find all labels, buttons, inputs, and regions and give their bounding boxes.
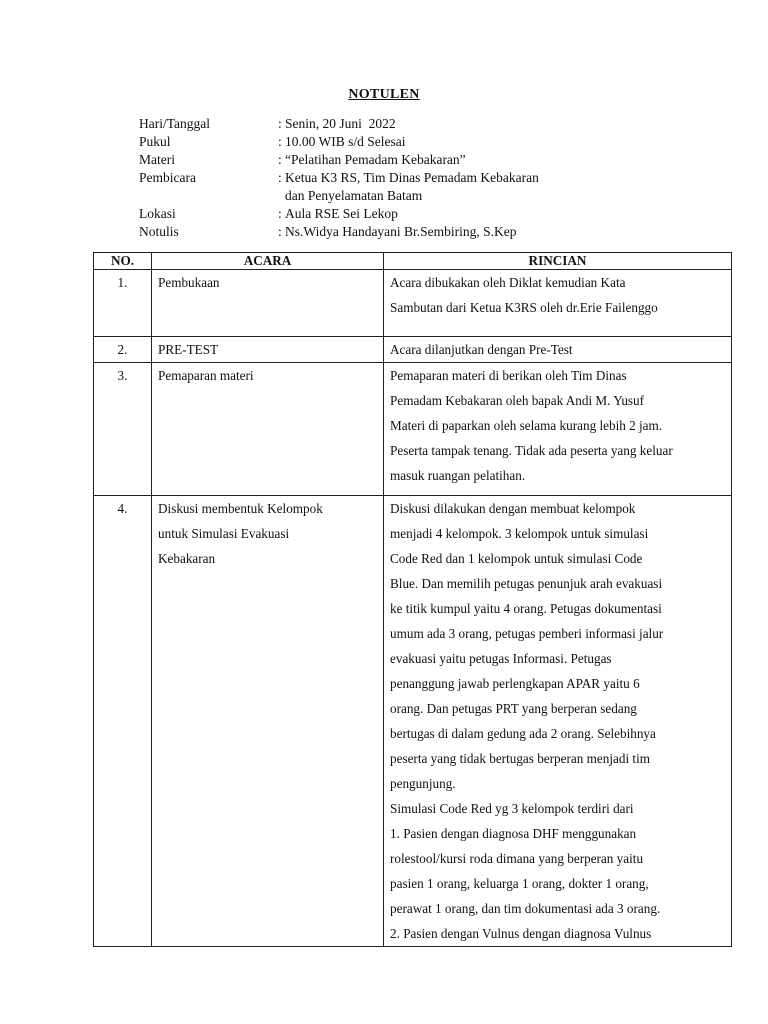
info-colon: :	[278, 152, 282, 167]
rincian-line: bertugas di dalam gedung ada 2 orang. Selebihnya	[390, 726, 656, 741]
rincian-line: umum ada 3 orang, petugas pemberi informasi jalur	[390, 626, 664, 641]
rincian-line: peserta yang tidak bertugas berperan menjadi tim	[390, 751, 650, 766]
info-label: Pukul	[139, 134, 171, 149]
info-row-date	[139, 115, 539, 133]
rincian-line: orang. Dan petugas PRT yang berperan sedang	[390, 701, 637, 716]
row-rincian	[384, 337, 732, 363]
row-rincian	[384, 496, 732, 947]
rincian-line: 2. Pasien dengan Vulnus dengan diagnosa Vulnus	[390, 926, 652, 941]
acara-line: untuk Simulasi Evakuasi	[158, 526, 290, 541]
info-label: Notulis	[139, 224, 179, 239]
info-label: Lokasi	[139, 206, 176, 221]
rincian-line: masuk ruangan pelatihan.	[390, 468, 526, 483]
row-number: 4.	[94, 496, 152, 947]
document-title: NOTULEN	[348, 87, 420, 102]
info-row-time	[139, 133, 539, 151]
info-value: Ketua K3 RS, Tim Dinas Pemadam Kebakaran	[285, 170, 539, 185]
row-rincian	[384, 270, 732, 337]
acara-line: PRE-TEST	[158, 342, 219, 357]
info-colon: :	[278, 170, 282, 185]
rincian-line: Acara dibukakan oleh Diklat kemudian Kata	[390, 275, 626, 290]
info-value: Aula RSE Sei Lekop	[285, 206, 398, 221]
rincian-line: Pemadam Kebakaran oleh bapak Andi M. Yusuf	[390, 393, 645, 408]
acara-line: Pemaparan materi	[158, 368, 254, 383]
rincian-line: pasien 1 orang, keluarga 1 orang, dokter 1 orang,	[390, 876, 649, 891]
header-acara: ACARA	[152, 253, 384, 270]
meeting-info	[139, 115, 539, 241]
rincian-line: Sambutan dari Ketua K3RS oleh dr.Erie Failenggo	[390, 300, 658, 315]
info-value: dan Penyelamatan Batam	[285, 188, 423, 203]
info-colon: :	[278, 134, 282, 149]
info-label-empty	[139, 187, 278, 205]
table-row	[94, 496, 732, 947]
info-colon-empty	[278, 187, 285, 205]
row-acara	[152, 496, 384, 947]
rincian-line: 1. Pasien dengan diagnosa DHF menggunakan	[390, 826, 637, 841]
table-header-row	[94, 253, 732, 270]
info-row-topic	[139, 151, 539, 169]
table-row	[94, 337, 732, 363]
rincian-line: Diskusi dilakukan dengan membuat kelompok	[390, 501, 636, 516]
rincian-line: menjadi 4 kelompok. 3 kelompok untuk simulasi	[390, 526, 649, 541]
info-row-speaker	[139, 169, 539, 187]
row-acara	[152, 270, 384, 337]
header-rincian: RINCIAN	[384, 253, 732, 270]
rincian-line: evakuasi yaitu petugas Informasi. Petugas	[390, 651, 612, 666]
info-label: Hari/Tanggal	[139, 116, 211, 131]
info-label: Pembicara	[139, 170, 196, 185]
rincian-line: perawat 1 orang, dan tim dokumentasi ada 3 orang.	[390, 901, 661, 916]
rincian-line: Pemaparan materi di berikan oleh Tim Dinas	[390, 368, 627, 383]
row-rincian	[384, 363, 732, 496]
info-row-speaker-continued	[139, 187, 539, 205]
rincian-line: Simulasi Code Red yg 3 kelompok terdiri dari	[390, 801, 634, 816]
row-acara	[152, 363, 384, 496]
info-colon: :	[278, 116, 282, 131]
info-value: Senin, 20 Juni 2022	[285, 116, 396, 131]
info-value: “Pelatihan Pemadam Kebakaran”	[285, 152, 466, 167]
rincian-line: Code Red dan 1 kelompok untuk simulasi Code	[390, 551, 643, 566]
rincian-line: pengunjung.	[390, 776, 456, 791]
info-colon: :	[278, 206, 282, 221]
acara-line: Pembukaan	[158, 275, 220, 290]
row-acara	[152, 337, 384, 363]
info-value: 10.00 WIB s/d Selesai	[285, 134, 406, 149]
info-row-notetaker	[139, 223, 539, 241]
info-row-location	[139, 205, 539, 223]
rincian-line: Peserta tampak tenang. Tidak ada peserta yang keluar	[390, 443, 673, 458]
header-no: NO.	[94, 253, 152, 270]
row-number: 3.	[94, 363, 152, 496]
minutes-table	[93, 252, 732, 947]
rincian-line: Acara dilanjutkan dengan Pre-Test	[390, 342, 573, 357]
info-label: Materi	[139, 152, 175, 167]
table-row	[94, 363, 732, 496]
table-row	[94, 270, 732, 337]
acara-line: Diskusi membentuk Kelompok	[158, 501, 323, 516]
rincian-line: ke titik kumpul yaitu 4 orang. Petugas dokumentasi	[390, 601, 662, 616]
row-number: 1.	[94, 270, 152, 337]
rincian-line: penanggung jawab perlengkapan APAR yaitu 6	[390, 676, 640, 691]
rincian-line: Blue. Dan memilih petugas penunjuk arah evakuasi	[390, 576, 663, 591]
rincian-line: rolestool/kursi roda dimana yang berperan yaitu	[390, 851, 644, 866]
acara-line: Kebakaran	[158, 551, 216, 566]
rincian-line: Materi di paparkan oleh selama kurang lebih 2 jam.	[390, 418, 663, 433]
row-number: 2.	[94, 337, 152, 363]
info-colon: :	[278, 224, 282, 239]
info-value: Ns.Widya Handayani Br.Sembiring, S.Kep	[285, 224, 517, 239]
